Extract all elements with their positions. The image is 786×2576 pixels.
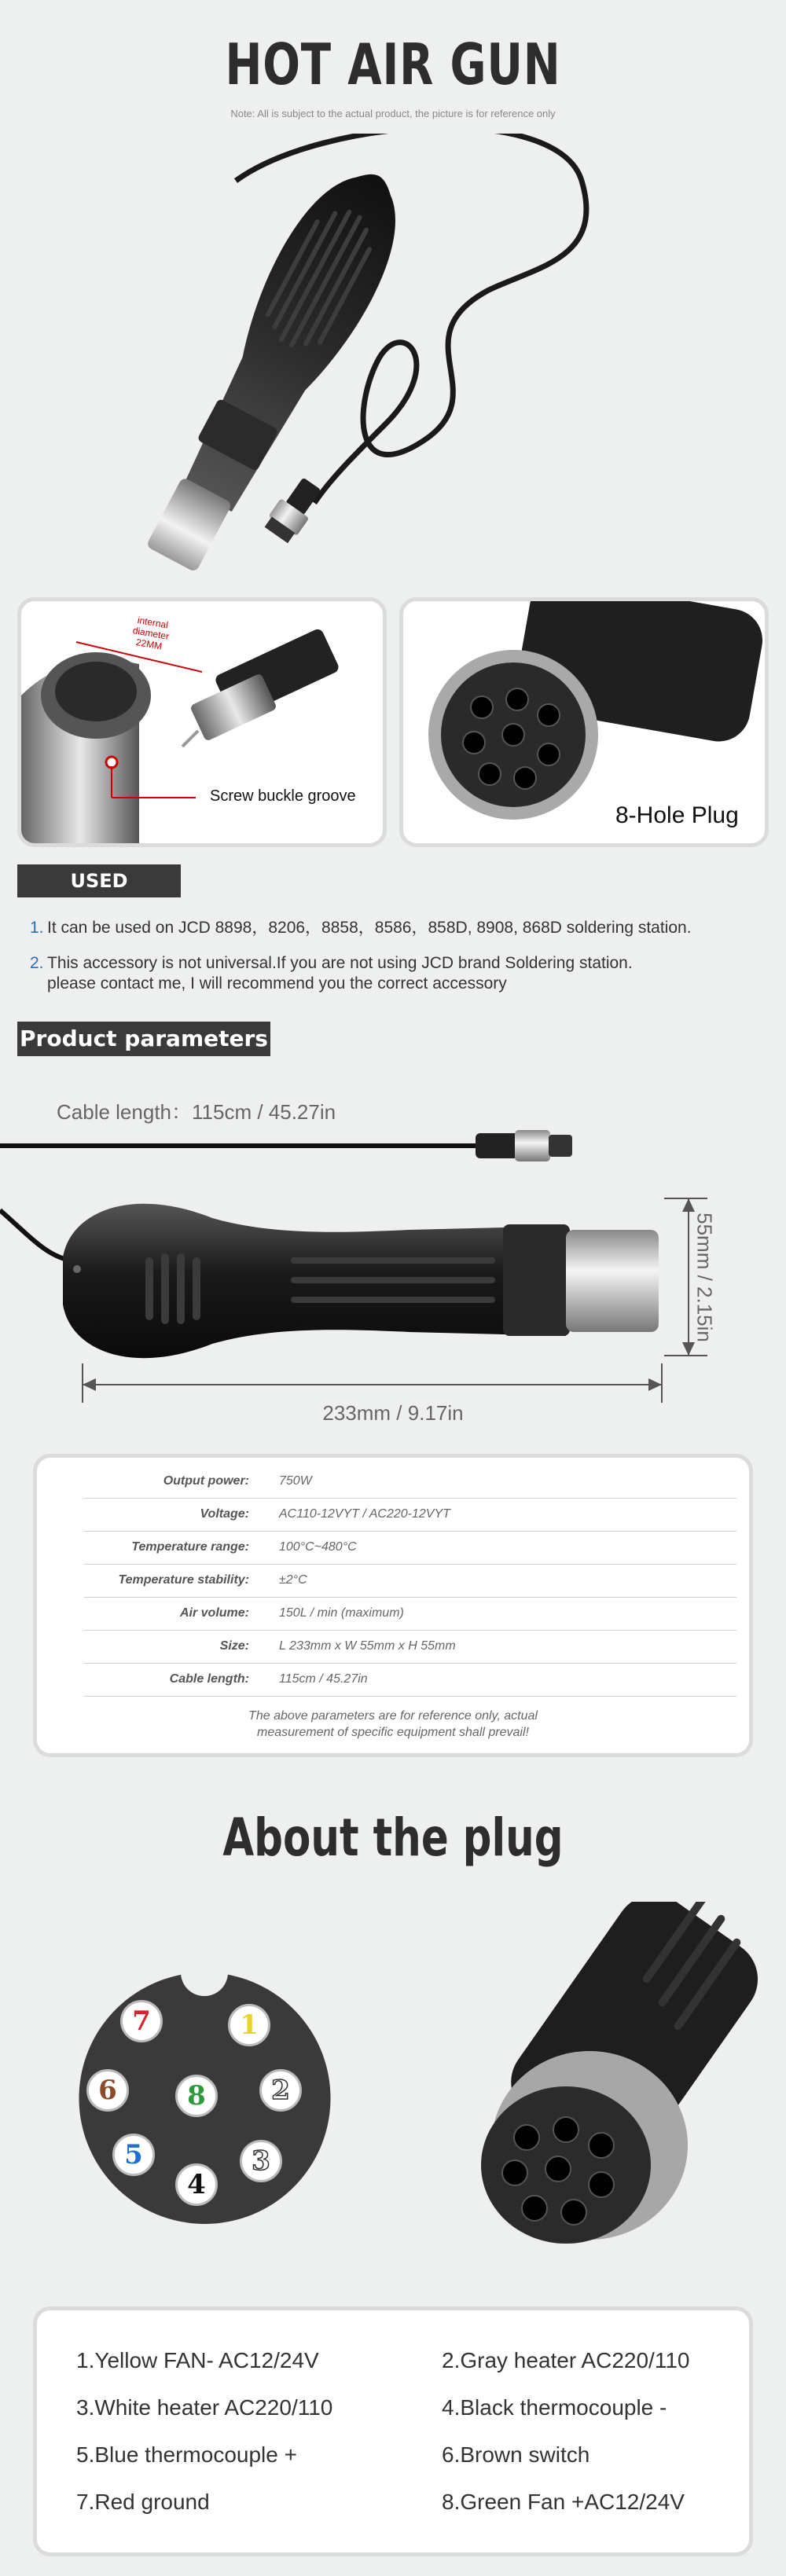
pin-6: 6 xyxy=(86,2069,129,2112)
pin-4: 4 xyxy=(175,2163,218,2206)
reference-note: Note: All is subject to the actual product, the picture is for reference only xyxy=(230,108,556,119)
spec-row-air-volume xyxy=(84,1598,736,1631)
screw-groove-label: Screw buckle groove xyxy=(210,787,356,805)
pin-7: 7 xyxy=(120,2000,163,2042)
spec-value: AC110-12VYT / AC220-12VYT xyxy=(279,1507,450,1521)
spec-row-temperature-stability xyxy=(84,1565,736,1598)
spec-key: Cable length: xyxy=(169,1672,249,1686)
pin-diagram xyxy=(75,1969,334,2228)
spec-key: Temperature range: xyxy=(131,1540,249,1554)
spec-value: L 233mm x W 55mm x H 55mm xyxy=(279,1639,456,1653)
spec-row-output-power xyxy=(84,1466,736,1499)
height-dimension-label: 55mm / 2.15in xyxy=(692,1213,717,1342)
spec-value: 100°C~480°C xyxy=(279,1540,357,1554)
spec-footnote: The above parameters are for reference only, actual measurement of specific equipment shall prevail! xyxy=(248,1709,538,1739)
used-item-1-number: 1. xyxy=(30,919,44,937)
product-parameters-heading: Product parameters xyxy=(17,1022,270,1056)
spec-key: Size: xyxy=(219,1639,249,1653)
spec-row-cable-length xyxy=(84,1664,736,1697)
cable-length-label: Cable length：115cm / 45.27in xyxy=(57,1100,336,1124)
pin-2: 2 xyxy=(259,2069,302,2112)
used-item-1-text: It can be used on JCD 8898，8206，8858，8586，858D, 8908, 868D soldering station. xyxy=(47,919,692,937)
nozzle-detail-image xyxy=(21,601,383,843)
spec-key: Voltage: xyxy=(200,1507,249,1521)
pin-5: 5 xyxy=(112,2134,155,2176)
spec-table-card xyxy=(33,1454,753,1757)
wiring-item-1: 1.Yellow FAN- AC12/24V xyxy=(76,2348,319,2372)
used-item-1 xyxy=(30,918,769,938)
wiring-item-2: 2.Gray heater AC220/110 xyxy=(442,2348,690,2372)
pin-3: 3 xyxy=(240,2140,282,2182)
nozzle-detail-card xyxy=(17,597,387,847)
spec-value: 750W xyxy=(279,1474,312,1488)
pin-1: 1 xyxy=(228,2004,270,2046)
spec-row-size xyxy=(84,1631,736,1664)
wiring-item-3: 3.White heater AC220/110 xyxy=(76,2395,333,2420)
wiring-item-8: 8.Green Fan +AC12/24V xyxy=(442,2490,685,2514)
wiring-item-5: 5.Blue thermocouple + xyxy=(76,2442,297,2467)
pin-8: 8 xyxy=(175,2075,218,2117)
about-plug-heading: About the plug xyxy=(222,1807,564,1868)
eight-hole-plug-label: 8-Hole Plug xyxy=(615,802,739,828)
plug-detail-card xyxy=(399,597,769,847)
wiring-item-6: 6.Brown switch xyxy=(442,2442,590,2467)
plug-connector-image xyxy=(440,1902,786,2295)
spec-key: Temperature stability: xyxy=(118,1573,249,1587)
spec-key: Output power: xyxy=(163,1474,249,1488)
spec-value: 115cm / 45.27in xyxy=(279,1672,368,1686)
spec-row-temperature-range xyxy=(84,1532,736,1565)
page-title: HOT AIR GUN xyxy=(225,31,561,97)
used-item-2 xyxy=(30,953,769,994)
spec-value: ±2°C xyxy=(279,1573,307,1587)
length-dimension-label: 233mm / 9.17in xyxy=(322,1401,464,1425)
internal-diameter-label: internal diameter 22MM xyxy=(131,614,171,652)
wiring-legend-card xyxy=(33,2306,753,2556)
dimension-diagram xyxy=(0,1100,786,1430)
hot-air-gun-hero-image xyxy=(118,134,668,582)
wiring-item-4: 4.Black thermocouple - xyxy=(442,2395,667,2420)
wiring-item-7: 7.Red ground xyxy=(76,2490,210,2514)
used-item-2-text: This accessory is not universal.If you are not using JCD brand Soldering station. please contact me, I will recommend you the correct accessory xyxy=(47,954,633,993)
spec-key: Air volume: xyxy=(179,1606,249,1620)
spec-value: 150L / min (maximum) xyxy=(279,1606,404,1620)
spec-row-voltage xyxy=(84,1499,736,1532)
used-item-2-number: 2. xyxy=(30,954,44,972)
used-heading: USED xyxy=(17,864,181,897)
